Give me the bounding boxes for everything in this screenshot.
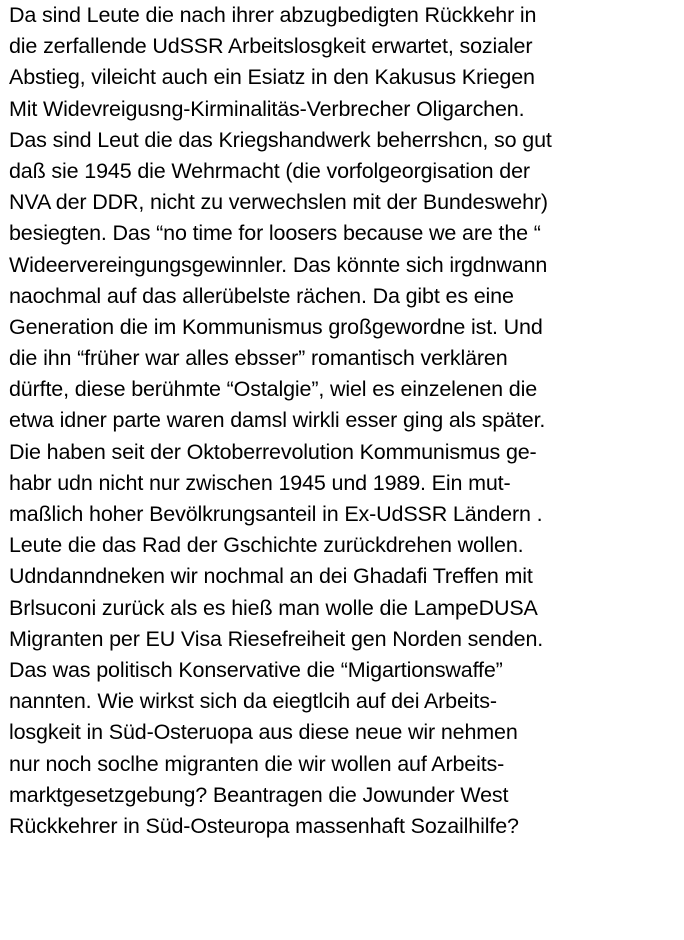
text-line: losgkeit in Süd-Osteruopa aus diese neue wir nehmen [9,720,518,745]
text-line: habr udn nicht nur zwischen 1945 und 1989. Ein mut- [9,470,511,495]
text-line: besiegten. Das “no time for loosers because we are the “ [9,221,541,246]
text-line: Mit Widevreigusng-Kirminalitäs-Verbrecher Oligarchen. [9,96,525,121]
text-line: die ihn “früher war alles ebsser” romantisch verklären [9,346,508,371]
text-line: Rückkehrer in Süd-Osteuropa massenhaft Sozailhilfe? [9,813,519,838]
text-line: marktgesetzgebung? Beantragen die Jowunder West [9,782,509,807]
text-line: NVA der DDR, nicht zu verwechslen mit der Bundeswehr) [9,190,548,215]
text-line: maßlich hoher Bevölkrungsanteil in Ex-UdSSR Ländern . [9,502,543,526]
text-line: nur noch soclhe migranten die wir wollen auf Arbeits- [9,751,505,776]
text-line: Abstieg, vileicht auch ein Esiatz in den Kakusus Kriegen [9,65,535,90]
text-line: Brlsuconi zurück als es hieß man wolle die LampeDUSA [9,595,538,620]
text-line: Die haben seit der Oktoberrevolution Kommunismus ge- [9,439,537,464]
text-line: Wideervereingungsgewinnler. Das könnte sich irgdnwann [9,252,548,277]
document-page [9,0,681,940]
text-line: dürfte, diese berühmte “Ostalgie”, wiel es einzelenen die [9,377,538,402]
text-line: nannten. Wie wirkst sich da eiegtlcih auf dei Arbeits- [9,689,497,714]
text-line: die zerfallende UdSSR Arbeitslosgkeit erwartet, sozialer [9,34,533,59]
text-line: etwa idner parte waren damsl wirkli esser ging als später. [9,408,546,433]
text-line: Generation die im Kommunismus großgewordne ist. Und [9,314,543,339]
text-line: naochmal auf das allerübelste rächen. Da gibt es eine [9,283,514,308]
text-line: Migranten per EU Visa Riesefreiheit gen Norden senden. [9,626,544,651]
text-line: Das was politisch Konservative die “Migartionswaffe” [9,657,503,682]
text-line: Leute die das Rad der Gschichte zurückdrehen wollen. [9,533,524,558]
text-line: Da sind Leute die nach ihrer abzugbedigten Rückkehr in [9,3,537,27]
text-line: daß sie 1945 die Wehrmacht (die vorfolgeorgisation der [9,158,530,183]
text-line: Udndanndneken wir nochmal an dei Ghadafi Treffen mit [9,564,533,589]
text-line: Das sind Leut die das Kriegshandwerk beherrshcn, so gut [9,127,552,152]
